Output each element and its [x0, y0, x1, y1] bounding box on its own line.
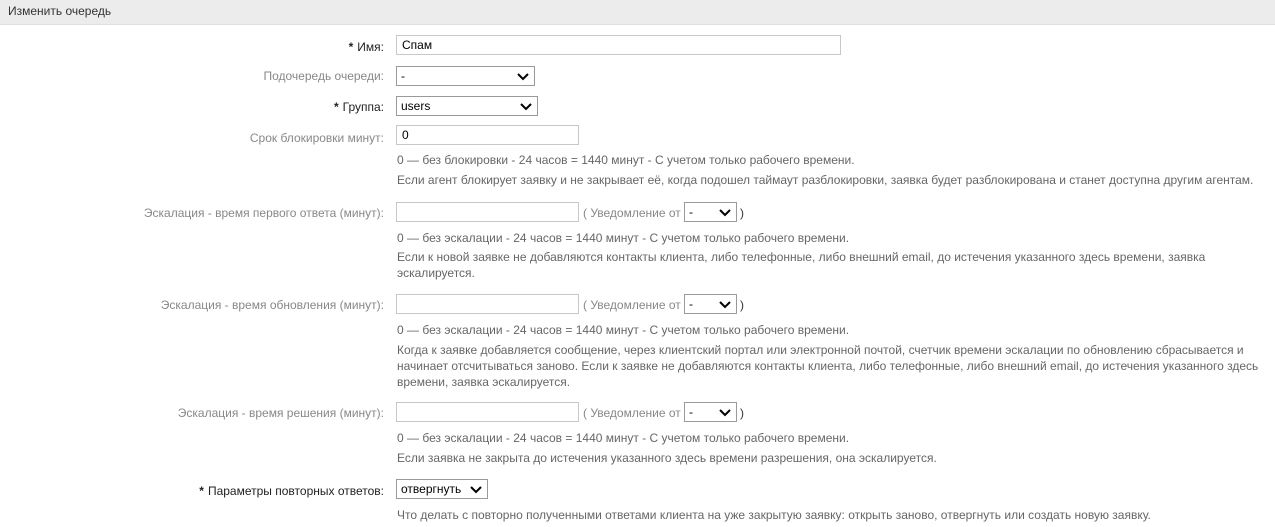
- unlock-timeout-input[interactable]: [396, 125, 579, 145]
- solution-time-input[interactable]: [396, 402, 579, 422]
- update-time-notify-prefix: ( Уведомление от: [583, 298, 681, 312]
- first-response-notify-prefix: ( Уведомление от: [583, 206, 681, 220]
- chevron-down-icon: [519, 99, 533, 113]
- name-label: * Имя:: [348, 40, 384, 54]
- required-marker: *: [199, 484, 204, 498]
- follow-up-select[interactable]: [396, 479, 488, 499]
- update-time-notify-select[interactable]: [684, 294, 737, 314]
- unlock-timeout-hint: 0 — без блокировки - 24 часов = 1440 минут - С учетом только рабочего времени.: [397, 153, 855, 167]
- first-response-notify-select[interactable]: [684, 202, 737, 222]
- first-response-input[interactable]: [396, 202, 579, 222]
- update-time-input[interactable]: [396, 294, 579, 314]
- panel-header: [0, 0, 1275, 25]
- required-marker: *: [333, 100, 339, 114]
- solution-time-description: Если заявка не закрыта до истечения указанного здесь времени разрешения, она эскалируется.: [397, 451, 937, 465]
- chevron-down-icon: [469, 482, 483, 496]
- first-response-notify-suffix: ): [740, 206, 744, 220]
- update-time-description-line1: Когда к заявке добавляется сообщение, через клиентский портал или электронной почтой, счетчик времени эскалации по обновлению сбрасывается и: [397, 343, 1244, 357]
- first-response-description-line2: эскалируется.: [397, 266, 475, 280]
- group-label: * Группа:: [333, 100, 384, 114]
- update-time-hint: 0 — без эскалации - 24 часов = 1440 минут - С учетом только рабочего времени.: [397, 323, 850, 337]
- update-time-notify-value: -: [689, 297, 693, 311]
- update-time-description-line2: начинает отсчитываться заново. Если к заявке не добавляются контакты клиента, либо телефонные, либо внешний email, до истечения указанного здесь: [397, 359, 1259, 373]
- solution-time-hint: 0 — без эскалации - 24 часов = 1440 минут - С учетом только рабочего времени.: [397, 431, 850, 445]
- first-response-hint: 0 — без эскалации - 24 часов = 1440 минут - С учетом только рабочего времени.: [397, 231, 850, 245]
- update-time-label: Эскалация - время обновления (минут):: [160, 298, 384, 312]
- unlock-timeout-description: Если агент блокирует заявку и не закрывает её, когда подошел таймаут разблокировки, заявка будет разблокирована и станет доступна другим агентам.: [397, 173, 1254, 187]
- panel-title: Изменить очередь: [8, 4, 112, 18]
- first-response-notify-value: -: [689, 205, 693, 219]
- first-response-description-line1: Если к новой заявке не добавляются контакты клиента, либо телефонные, либо внешний email, до истечения указанного здесь времени, заявка: [397, 250, 1206, 264]
- subqueue-select[interactable]: [396, 66, 535, 86]
- name-input[interactable]: [396, 35, 841, 55]
- solution-time-notify-prefix: ( Уведомление от: [583, 406, 681, 420]
- follow-up-select-value: отвергнуть: [401, 482, 462, 496]
- follow-up-label: * Параметры повторных ответов:: [199, 484, 384, 498]
- chevron-down-icon: [516, 69, 530, 83]
- chevron-down-icon: [718, 205, 732, 219]
- follow-up-hint: Что делать с повторно полученными ответами клиента на уже закрытую заявку: открыть заново, отвергнуть или создать новую заявку.: [397, 508, 1151, 522]
- required-marker: *: [348, 40, 354, 54]
- unlock-timeout-label: Срок блокировки минут:: [249, 131, 384, 145]
- subqueue-label: Подочередь очереди:: [263, 69, 384, 83]
- chevron-down-icon: [718, 297, 732, 311]
- update-time-notify-suffix: ): [740, 298, 744, 312]
- subqueue-select-value: -: [401, 69, 405, 83]
- solution-time-notify-suffix: ): [740, 406, 744, 420]
- group-select-value: users: [401, 99, 431, 113]
- group-select[interactable]: [396, 96, 538, 116]
- update-time-description-line3: времени, заявка эскалируется.: [397, 375, 571, 389]
- chevron-down-icon: [718, 405, 732, 419]
- first-response-label: Эскалация - время первого ответа (минут):: [143, 206, 384, 220]
- solution-time-label: Эскалация - время решения (минут):: [177, 406, 384, 420]
- solution-time-notify-select[interactable]: [684, 402, 737, 422]
- solution-time-notify-value: -: [689, 405, 693, 419]
